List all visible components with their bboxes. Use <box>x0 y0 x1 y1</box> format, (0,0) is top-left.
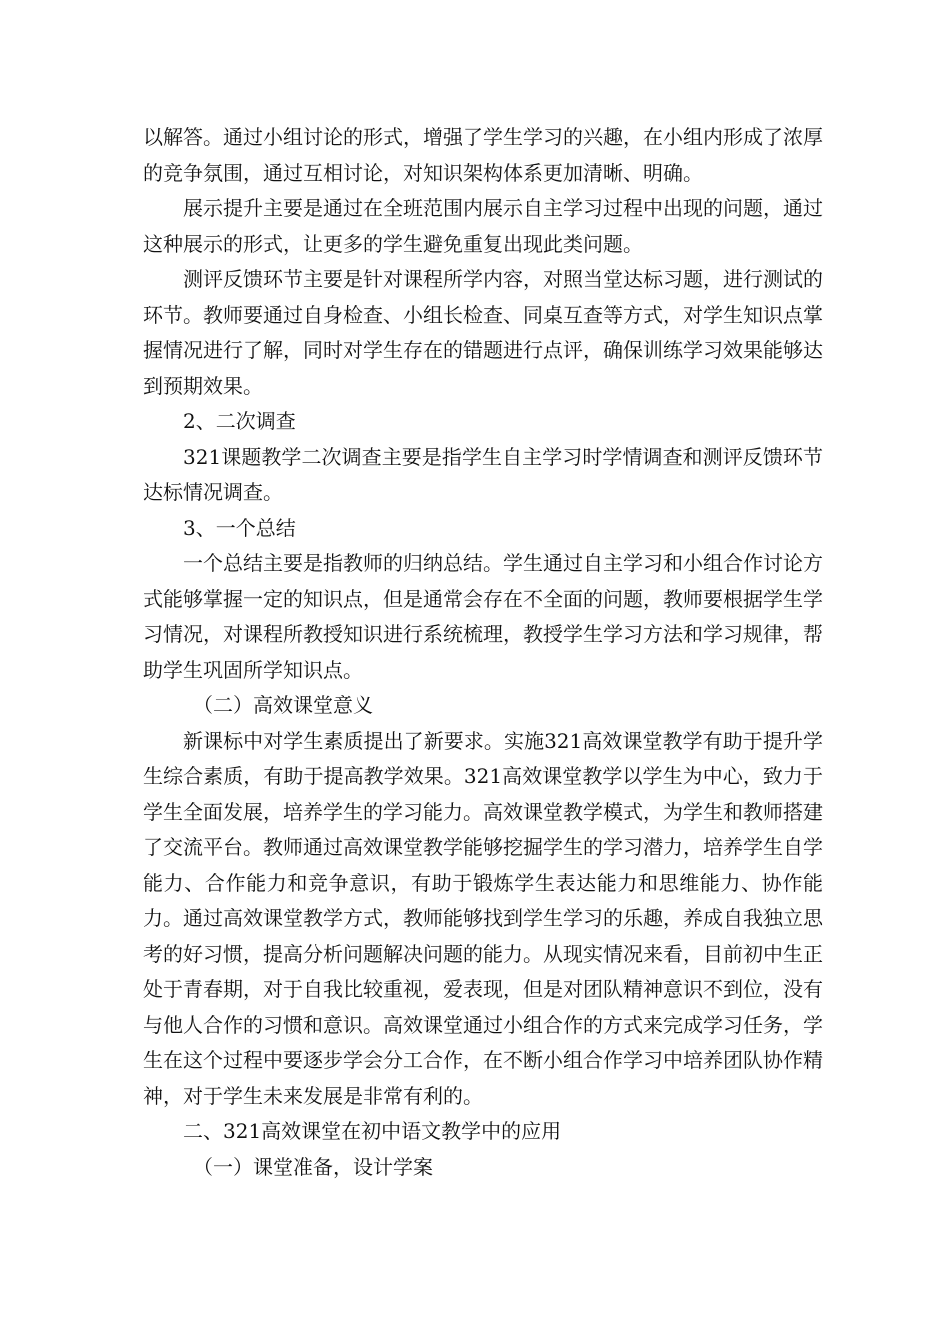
section-heading: 二、321高效课堂在初中语文教学中的应用 <box>183 1119 562 1143</box>
section-heading: 3、一个总结 <box>183 515 296 540</box>
paragraph: 以解答。通过小组讨论的形式，增强了学生学习的兴趣，在小组内形成了浓厚的竞争氛围，通过互相讨论，对知识架构体系更加清晰、明确。 <box>143 125 823 185</box>
paragraph: 测评反馈环节主要是针对课程所学内容，对照当堂达标习题，进行测试的环节。教师要通过自身检查、小组长检查、同桌互查等方式，对学生知识点掌握情况进行了解，同时对学生存在的错题进行点评，确保训练学习效果能够达到预期效果。 <box>143 267 823 398</box>
section-heading: （一）课堂准备，设计学案 <box>193 1154 433 1179</box>
document-body <box>143 120 823 1185</box>
paragraph: 新课标中对学生素质提出了新要求。实施321高效课堂教学有助于提升学生综合素质，有助于提高教学效果。321高效课堂教学以学生为中心，致力于学生全面发展，培养学生的学习能力。高效课堂教学模式，为学生和教师搭建了交流平台。教师通过高效课堂教学能够挖掘学生的学习潜力，培养学生自学能力、合作能力和竞争意识，有助于锻炼学生表达能力和思维能力、协作能力。通过高效课堂教学方式，教师能够找到学生学习的乐趣，养成自我独立思考的好习惯，提高分析问题解决问题的能力。从现实情况来看，目前初中生正处于青春期，对于自我比较重视，爱表现，但是对团队精神意识不到位，没有与他人合作的习惯和意识。高效课堂通过小组合作的方式来完成学习任务，学生在这个过程中要逐步学会分工合作，在不断小组合作学习中培养团队协作精神，对于学生未来发展是非常有利的。 <box>143 728 823 1108</box>
paragraph: 321课题教学二次调查主要是指学生自主学习时学情调查和测评反馈环节达标情况调查。 <box>143 444 823 504</box>
section-heading: 2、二次调查 <box>183 409 296 433</box>
section-heading: （二）高效课堂意义 <box>193 693 373 717</box>
paragraph: 一个总结主要是指教师的归纳总结。学生通过自主学习和小组合作讨论方式能够掌握一定的知识点，但是通常会存在不全面的问题，教师要根据学生学习情况，对课程所教授知识进行系统梳理，教授学生学习方法和学习规律，帮助学生巩固所学知识点。 <box>143 551 823 682</box>
paragraph: 展示提升主要是通过在全班范围内展示自主学习过程中出现的问题，通过这种展示的形式，让更多的学生避免重复出现此类问题。 <box>143 196 823 256</box>
